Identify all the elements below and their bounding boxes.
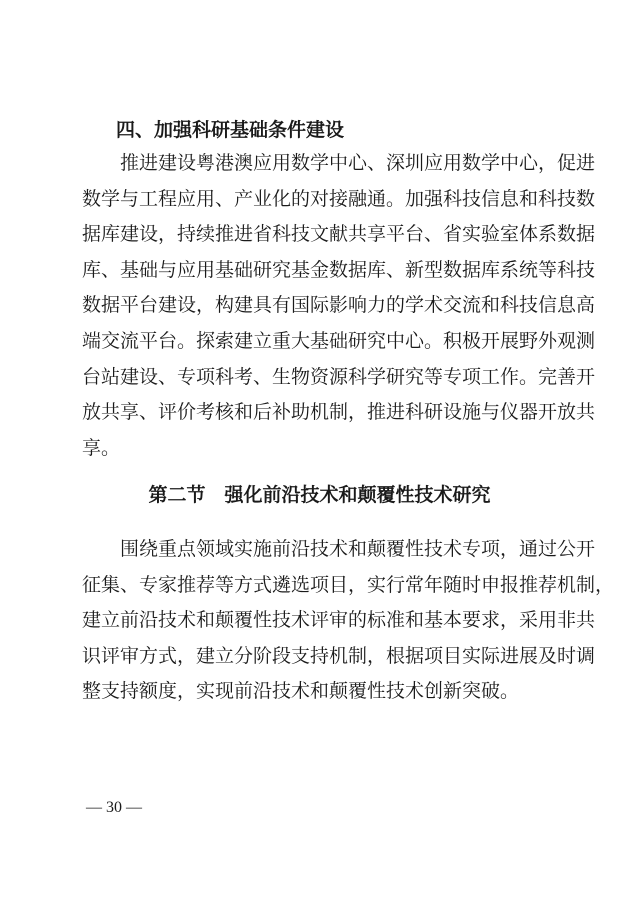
paragraph-line: 征集、专家推荐等方式遴选项目，实行常年随时申报推荐机制， <box>82 573 615 596</box>
paragraph-line: 库、基础与应用基础研究基金数据库、新型数据库系统等科技 <box>82 258 596 281</box>
paragraph-line: 放共享、评价考核和后补助机制，推进科研设施与仪器开放共 <box>82 401 596 424</box>
paragraph-line: 围绕重点领域实施前沿技术和颠覆性技术专项，通过公开 <box>120 538 596 560</box>
paragraph-line: 识评审方式，建立分阶段支持机制，根据项目实际进展及时调 <box>82 644 596 667</box>
section-paragraph <box>82 146 596 466</box>
paragraph-line: 据库建设，持续推进省科技文献共享平台、省实验室体系数据 <box>82 223 596 246</box>
paragraph-line: 享。 <box>82 436 121 459</box>
paragraph-line: 数学与工程应用、产业化的对接融通。加强科技信息和科技数 <box>82 187 596 210</box>
section-paragraph <box>82 532 615 710</box>
paragraph-line: 整支持额度，实现前沿技术和颠覆性技术创新突破。 <box>82 680 520 703</box>
section-title: 第二节 强化前沿技术和颠覆性技术研究 <box>148 484 491 506</box>
section-heading: 四、加强科研基础条件建设 <box>116 119 345 141</box>
paragraph-line: 建立前沿技术和颠覆性技术评审的标准和基本要求，采用非共 <box>82 609 596 632</box>
paragraph-line: 数据平台建设，构建具有国际影响力的学术交流和科技信息高 <box>82 294 596 317</box>
page-number: — 30 — <box>86 799 142 816</box>
paragraph-line: 端交流平台。探索建立重大基础研究中心。积极开展野外观测 <box>82 329 596 352</box>
paragraph-line: 台站建设、专项科考、生物资源科学研究等专项工作。完善开 <box>82 365 596 388</box>
paragraph-line: 推进建设粤港澳应用数学中心、深圳应用数学中心，促进 <box>120 152 596 174</box>
